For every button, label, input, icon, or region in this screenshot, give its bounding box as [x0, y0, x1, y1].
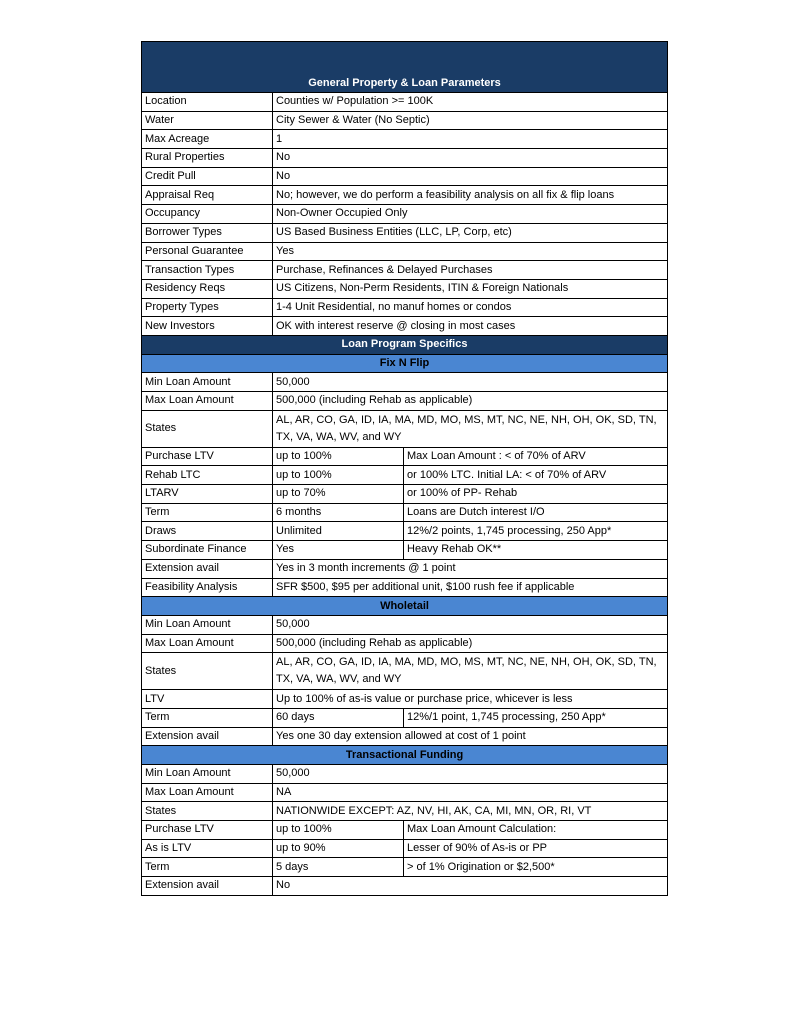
row-label: Personal Guarantee — [142, 242, 273, 261]
general-row — [142, 93, 668, 112]
row-label: States — [142, 802, 273, 821]
row-label: Location — [142, 93, 273, 112]
row-label: Min Loan Amount — [142, 373, 273, 392]
row-note: 12%/1 point, 1,745 processing, 250 App* — [404, 708, 668, 727]
fnf-split-row — [142, 541, 668, 560]
row-label: New Investors — [142, 317, 273, 336]
transactional-header-title: Transactional Funding — [142, 746, 668, 765]
row-value: 1 — [273, 130, 668, 149]
row-label: Rural Properties — [142, 149, 273, 168]
row-value: 1-4 Unit Residential, no manuf homes or condos — [273, 298, 668, 317]
wt-max-loan-row — [142, 634, 668, 653]
row-label: Max Loan Amount — [142, 783, 273, 802]
row-label: Subordinate Finance — [142, 541, 273, 560]
row-note: 12%/2 points, 1,745 processing, 250 App* — [404, 522, 668, 541]
row-note: Loans are Dutch interest I/O — [404, 503, 668, 522]
general-header-row — [142, 42, 668, 93]
wt-extension-row — [142, 727, 668, 746]
fnf-min-loan-row — [142, 373, 668, 392]
row-label: Min Loan Amount — [142, 615, 273, 634]
row-label: Extension avail — [142, 559, 273, 578]
row-label: Purchase LTV — [142, 447, 273, 466]
row-value: Up to 100% of as-is value or purchase price, whicever is less — [273, 690, 668, 709]
row-value: Yes one 30 day extension allowed at cost of 1 point — [273, 727, 668, 746]
general-row — [142, 261, 668, 280]
row-value: 6 months — [273, 503, 404, 522]
row-value: No — [273, 149, 668, 168]
wt-min-loan-row — [142, 615, 668, 634]
fnf-states-row — [142, 410, 668, 447]
row-label: Appraisal Req — [142, 186, 273, 205]
row-label: Extension avail — [142, 727, 273, 746]
fix-n-flip-header-title: Fix N Flip — [142, 354, 668, 373]
row-value: 500,000 (including Rehab as applicable) — [273, 634, 668, 653]
program-specifics-header-row — [142, 335, 668, 354]
row-label: Borrower Types — [142, 223, 273, 242]
row-label: Term — [142, 708, 273, 727]
fix-n-flip-header-row — [142, 354, 668, 373]
row-note: Max Loan Amount : < of 70% of ARV — [404, 447, 668, 466]
row-value: up to 100% — [273, 466, 404, 485]
row-value: 60 days — [273, 708, 404, 727]
row-value: Non-Owner Occupied Only — [273, 205, 668, 224]
row-label: Draws — [142, 522, 273, 541]
row-label: As is LTV — [142, 839, 273, 858]
row-label: Occupancy — [142, 205, 273, 224]
row-label: Min Loan Amount — [142, 765, 273, 784]
row-value: NA — [273, 783, 668, 802]
general-title: General Property & Loan Parameters — [142, 42, 668, 93]
row-label: Property Types — [142, 298, 273, 317]
general-row — [142, 186, 668, 205]
row-value: 5 days — [273, 858, 404, 877]
row-value: No — [273, 877, 668, 896]
row-label: LTV — [142, 690, 273, 709]
fnf-split-row — [142, 447, 668, 466]
row-label: Feasibility Analysis — [142, 578, 273, 597]
row-value: Yes — [273, 541, 404, 560]
row-value: up to 90% — [273, 839, 404, 858]
row-label: Transaction Types — [142, 261, 273, 280]
tf-split-row — [142, 858, 668, 877]
row-note: Lesser of 90% of As-is or PP — [404, 839, 668, 858]
row-label: Water — [142, 111, 273, 130]
tf-min-loan-row — [142, 765, 668, 784]
row-value: up to 70% — [273, 485, 404, 504]
fnf-split-row — [142, 485, 668, 504]
program-specifics-header-title: Loan Program Specifics — [142, 335, 668, 354]
general-row — [142, 242, 668, 261]
row-value: AL, AR, CO, GA, ID, IA, MA, MD, MO, MS, MT, NC, NE, NH, OH, OK, SD, TN, TX, VA, WA, WV, and WY — [273, 410, 668, 447]
row-value: NATIONWIDE EXCEPT: AZ, NV, HI, AK, CA, MI, MN, OR, RI, VT — [273, 802, 668, 821]
row-label: Max Loan Amount — [142, 634, 273, 653]
row-value: No — [273, 167, 668, 186]
row-note: Max Loan Amount Calculation: — [404, 821, 668, 840]
row-label: Max Loan Amount — [142, 392, 273, 411]
row-value: Yes — [273, 242, 668, 261]
row-value: AL, AR, CO, GA, ID, IA, MA, MD, MO, MS, MT, NC, NE, NH, OH, OK, SD, TN, TX, VA, WA, WV, and WY — [273, 653, 668, 690]
row-value: 50,000 — [273, 615, 668, 634]
general-row — [142, 167, 668, 186]
fnf-split-row — [142, 466, 668, 485]
fnf-split-row — [142, 503, 668, 522]
tf-states-row — [142, 802, 668, 821]
row-value: 50,000 — [273, 373, 668, 392]
row-label: Term — [142, 858, 273, 877]
row-value: up to 100% — [273, 821, 404, 840]
row-value: 500,000 (including Rehab as applicable) — [273, 392, 668, 411]
wt-ltv-row — [142, 690, 668, 709]
row-value: Counties w/ Population >= 100K — [273, 93, 668, 112]
row-label: Term — [142, 503, 273, 522]
tf-max-loan-row — [142, 783, 668, 802]
general-row — [142, 279, 668, 298]
row-note: or 100% of PP- Rehab — [404, 485, 668, 504]
tf-split-row — [142, 821, 668, 840]
row-value: up to 100% — [273, 447, 404, 466]
row-label: Rehab LTC — [142, 466, 273, 485]
row-label: Max Acreage — [142, 130, 273, 149]
tf-extension-row — [142, 877, 668, 896]
fnf-feasibility-row — [142, 578, 668, 597]
row-value: City Sewer & Water (No Septic) — [273, 111, 668, 130]
row-label: Credit Pull — [142, 167, 273, 186]
row-label: Purchase LTV — [142, 821, 273, 840]
fnf-extension-row — [142, 559, 668, 578]
row-label: Extension avail — [142, 877, 273, 896]
general-row — [142, 205, 668, 224]
row-value: Unlimited — [273, 522, 404, 541]
row-value: 50,000 — [273, 765, 668, 784]
tf-split-row — [142, 839, 668, 858]
general-row — [142, 317, 668, 336]
general-row — [142, 223, 668, 242]
row-value: US Based Business Entities (LLC, LP, Corp, etc) — [273, 223, 668, 242]
fnf-max-loan-row — [142, 392, 668, 411]
row-value: No; however, we do perform a feasibility analysis on all fix & flip loans — [273, 186, 668, 205]
row-note: Heavy Rehab OK** — [404, 541, 668, 560]
transactional-header-row — [142, 746, 668, 765]
loan-parameters-table — [141, 41, 668, 896]
loan-parameters-sheet — [141, 41, 667, 896]
fnf-split-row — [142, 522, 668, 541]
wholetail-header-title: Wholetail — [142, 597, 668, 616]
row-note: or 100% LTC. Initial LA: < of 70% of ARV — [404, 466, 668, 485]
row-label: States — [142, 410, 273, 447]
wt-term-row — [142, 708, 668, 727]
row-value: Yes in 3 month increments @ 1 point — [273, 559, 668, 578]
row-label: Residency Reqs — [142, 279, 273, 298]
general-row — [142, 298, 668, 317]
row-value: OK with interest reserve @ closing in most cases — [273, 317, 668, 336]
general-row — [142, 149, 668, 168]
row-value: US Citizens, Non-Perm Residents, ITIN & Foreign Nationals — [273, 279, 668, 298]
row-label: LTARV — [142, 485, 273, 504]
row-label: States — [142, 653, 273, 690]
general-row — [142, 111, 668, 130]
row-value: Purchase, Refinances & Delayed Purchases — [273, 261, 668, 280]
wt-states-row — [142, 653, 668, 690]
row-note: > of 1% Origination or $2,500* — [404, 858, 668, 877]
wholetail-header-row — [142, 597, 668, 616]
general-row — [142, 130, 668, 149]
row-value: SFR $500, $95 per additional unit, $100 rush fee if applicable — [273, 578, 668, 597]
